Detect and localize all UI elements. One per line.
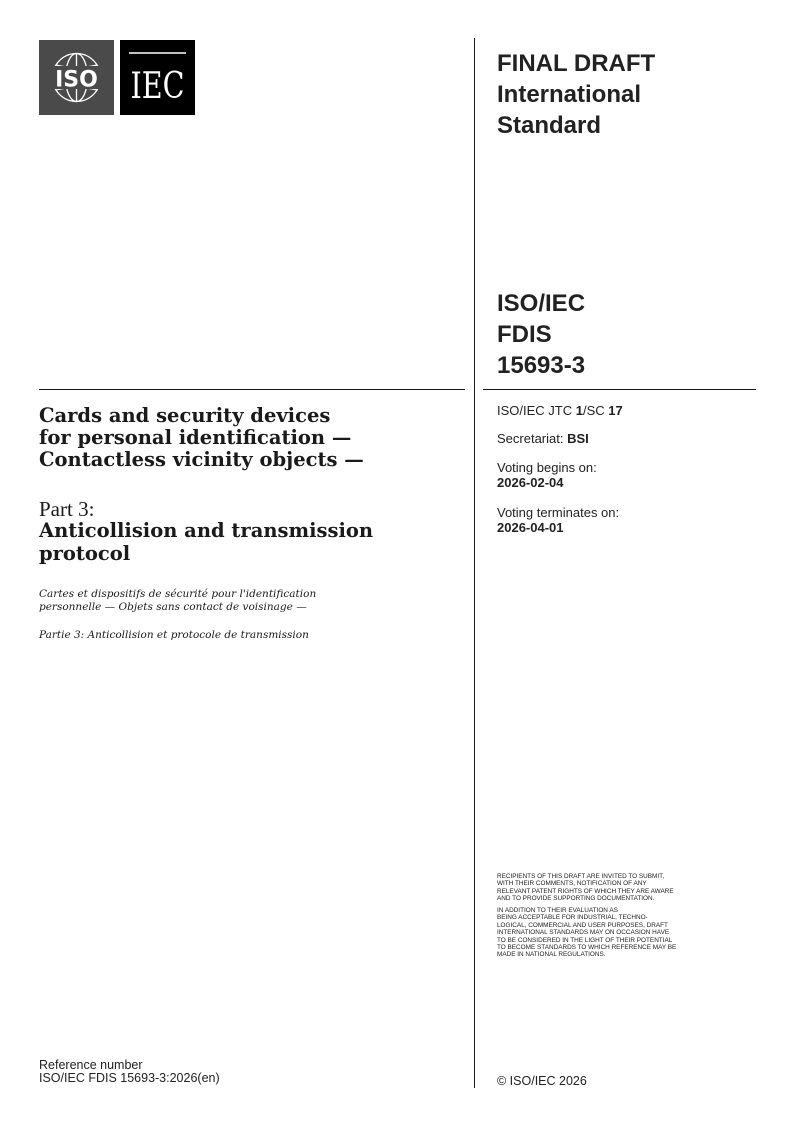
patent-notice: RECIPIENTS OF THIS DRAFT ARE INVITED TO SUBMIT, WITH THEIR COMMENTS, NOTIFICATION OF ANY RELEVANT PATENT RIGHTS OF WHICH THEY ARE AWARE AND TO PROVIDE SUPPORTING DOCUMENTATION.	[497, 873, 674, 903]
iec-logo	[120, 40, 195, 115]
french-part-title: Partie 3: Anticollision et protocole de transmission	[39, 629, 309, 641]
doc-id-line: 15693-3	[497, 352, 586, 379]
iso-globe-icon	[39, 40, 114, 115]
doc-id-line: FDIS	[497, 321, 552, 348]
left-divider	[39, 389, 465, 390]
copyright: © ISO/IEC 2026	[497, 1074, 587, 1088]
doc-type-line: Standard	[497, 112, 602, 139]
reference-number: Reference number ISO/IEC FDIS 15693-3:2026(en)	[39, 1058, 220, 1085]
vertical-divider	[474, 38, 475, 1088]
part-title: Anticollision and transmission protocol	[39, 519, 374, 565]
doc-type-line: FINAL DRAFT	[497, 50, 656, 77]
iec-logo-text: IEC	[130, 66, 185, 107]
document-type	[497, 48, 655, 141]
voting-begins: Voting begins on: 2026-02-04	[497, 460, 597, 490]
voting-terminates: Voting terminates on: 2026-04-01	[497, 505, 620, 535]
document-identifier	[497, 288, 585, 381]
doc-id-line: ISO/IEC	[497, 290, 586, 317]
evaluation-notice: IN ADDITION TO THEIR EVALUATION AS BEING ACCEPTABLE FOR INDUSTRIAL, TECHNO- LOGICAL, COMMERCIAL AND USER PURPOSES, DRAFT INTERNATIONAL STANDARDS MAY ON OCCASION HAVE TO BE CONSIDERED IN THE LIGHT OF THEIR POTENTIAL TO BECOME STANDARDS TO WHICH REFERENCE MAY BE MADE IN NATIONAL REGULATIONS.	[497, 907, 677, 959]
iso-logo	[39, 40, 114, 115]
iso-logo-text: ISO	[55, 67, 98, 93]
part-label: Part 3:	[39, 497, 95, 521]
doc-type-line: International	[497, 81, 642, 108]
right-divider	[483, 389, 756, 390]
committee: ISO/IEC JTC 1/SC 17	[497, 403, 623, 418]
french-title: Cartes et dispositifs de sécurité pour l'identification personnelle — Objets sans contact de voisinage —	[39, 588, 317, 613]
main-title: Cards and security devices for personal identification — Contactless vicinity objects —	[39, 404, 364, 471]
secretariat: Secretariat: BSI	[497, 431, 589, 446]
